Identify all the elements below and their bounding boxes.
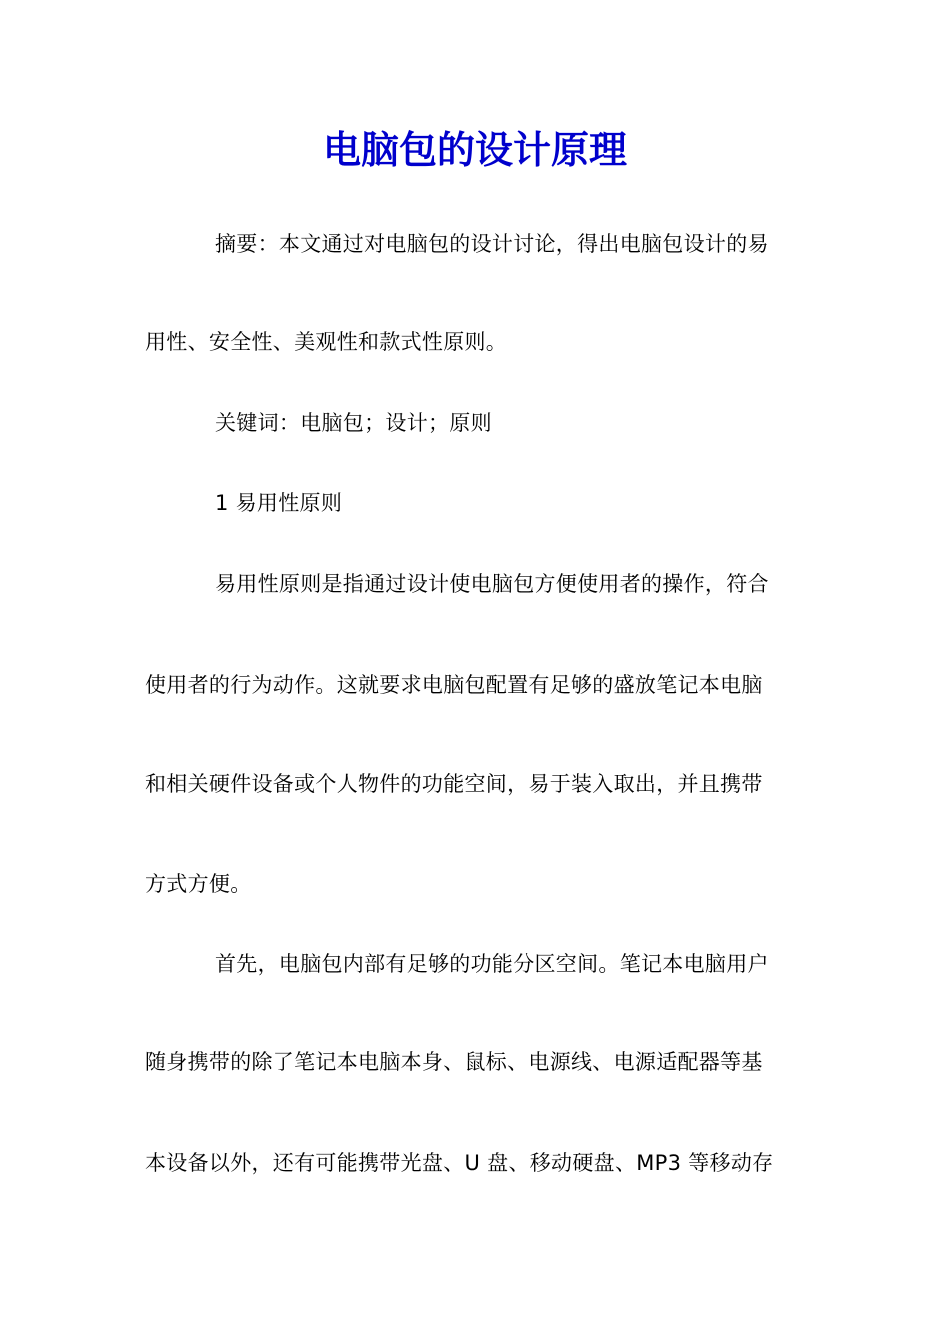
paragraph-2-line-1: 首先，电脑包内部有足够的功能分区空间。笔记本电脑用户 — [215, 952, 769, 976]
paragraph-1-line-3: 和相关硬件设备或个人物件的功能空间，易于装入取出，并且携带 — [145, 772, 763, 796]
section-heading-1: 1 易用性原则 — [215, 491, 343, 515]
keywords-line: 关键词：电脑包；设计；原则 — [215, 411, 492, 435]
abstract-line-1: 摘要：本文通过对电脑包的设计讨论，得出电脑包设计的易 — [215, 232, 769, 256]
abstract-line-2: 用性、安全性、美观性和款式性原则。 — [145, 330, 508, 354]
paragraph-2-line-3: 本设备以外，还有可能携带光盘、U 盘、移动硬盘、MP3 等移动存 — [145, 1151, 774, 1175]
paragraph-2-line-2: 随身携带的除了笔记本电脑本身、鼠标、电源线、电源适配器等基 — [145, 1050, 763, 1074]
paragraph-1-line-2: 使用者的行为动作。这就要求电脑包配置有足够的盛放笔记本电脑 — [145, 673, 763, 697]
paragraph-1-line-4: 方式方便。 — [145, 872, 252, 896]
document-title: 电脑包的设计原理 — [322, 127, 627, 172]
paragraph-1-line-1: 易用性原则是指通过设计使电脑包方便使用者的操作，符合 — [215, 572, 769, 596]
